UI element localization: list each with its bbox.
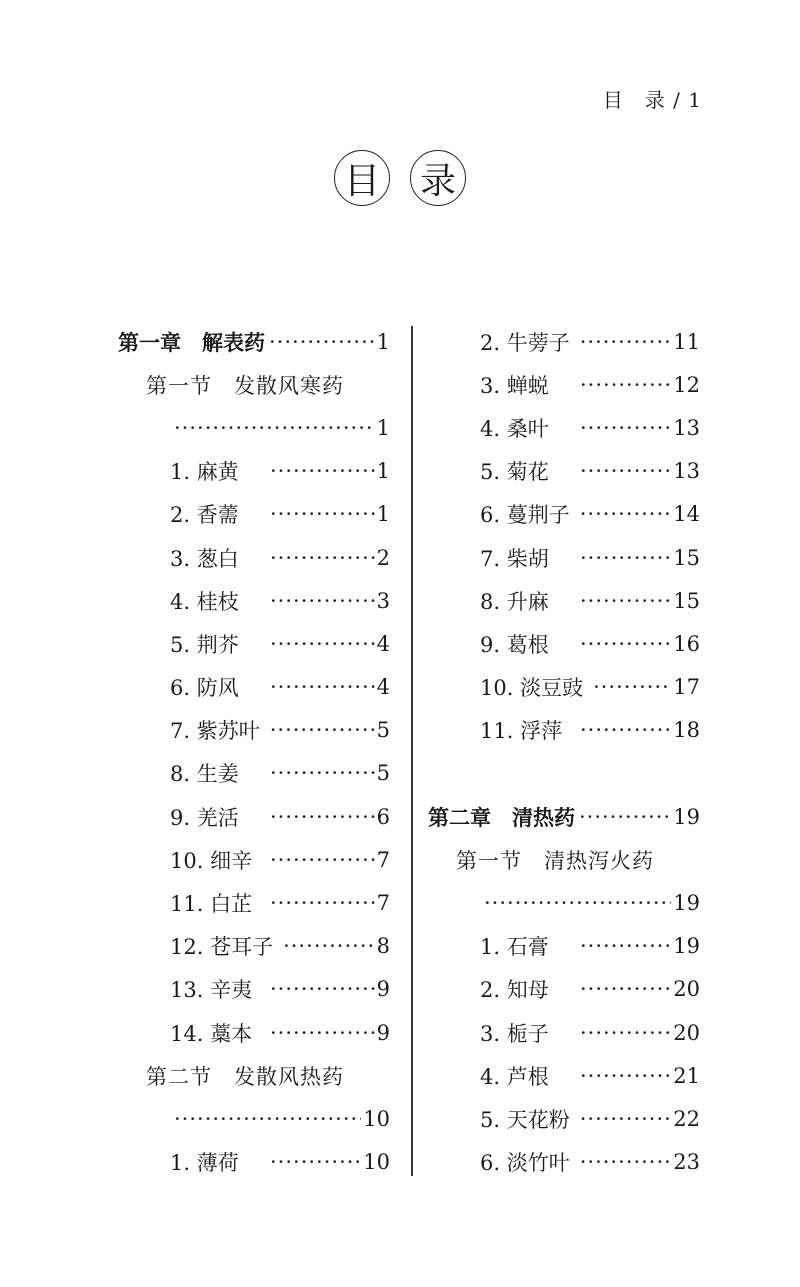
toc-page-number: 1 [376,459,390,484]
dot-leader [270,632,375,656]
column-divider [411,326,413,1176]
dot-leader [580,1021,671,1045]
dot-leader [269,330,375,354]
toc-entry-label: 5. 天花粉 [480,1107,570,1132]
dot-leader [270,502,375,526]
toc-entry-label: 12. 苍耳子 [170,935,274,960]
toc-page-number: 18 [673,718,700,743]
toc-entry-label: 8. 生姜 [170,762,239,787]
dot-leader [270,891,375,915]
toc-entry-label: 10. 细辛 [170,848,253,873]
dot-leader [580,1150,672,1174]
toc-entry-label: 6. 防风 [170,676,239,701]
dot-leader [580,416,671,440]
toc-page-number: 19 [673,891,700,916]
toc-item-row [118,968,390,1011]
toc-entry-label: 3. 葱白 [170,546,239,571]
toc-entry-label: 2. 牛蒡子 [480,330,570,355]
toc-item-row [428,1097,700,1140]
dot-leader [580,330,672,354]
dot-leader [174,1107,361,1131]
toc-item-row [118,752,390,795]
dot-leader [579,805,671,829]
toc-entry-label: 8. 升麻 [480,589,549,614]
toc-page-number: 8 [376,934,390,959]
toc-page-number: 1 [376,415,390,440]
toc-item-row [428,406,700,449]
toc-page-number: 9 [376,977,390,1002]
dot-leader [270,459,375,483]
toc-item-row [118,709,390,752]
page-title [0,150,800,206]
toc-entry-label: 第二章 清热药 [428,805,575,830]
toc-entry-label: 11. 白芷 [170,892,253,917]
toc-entry-label: 9. 葛根 [480,632,549,657]
dot-leader [484,891,671,915]
toc-entry-label: 1. 薄荷 [170,1151,239,1176]
toc-item-row [428,1054,700,1097]
toc-page-number: 11 [673,329,700,354]
toc-entry-label: 6. 淡竹叶 [480,1151,570,1176]
toc-page-number: 15 [673,545,700,570]
toc-entry-label: 13. 辛夷 [170,978,253,1003]
toc-item-row [428,622,700,665]
dot-leader [580,546,671,570]
dot-leader [580,502,672,526]
toc-page-number: 16 [673,631,700,656]
toc-page-number: 22 [673,1106,700,1131]
dot-leader [580,632,671,656]
dot-leader [580,934,671,958]
dot-leader [580,459,671,483]
toc-page-number: 15 [673,588,700,613]
dot-leader [580,1064,671,1088]
toc-item-row [428,536,700,579]
toc-item-row [118,795,390,838]
dot-leader [270,848,375,872]
toc-chapter-row [428,795,700,838]
toc-entry-label: 2. 知母 [480,978,549,1003]
dot-leader [580,589,671,613]
toc-item-row [118,925,390,968]
toc-entry-label: 3. 栀子 [480,1021,549,1046]
toc-section-row [118,363,390,406]
toc-page-number: 13 [673,415,700,440]
toc-page-number: 5 [376,761,390,786]
toc-entry-label: 14. 藁本 [170,1021,253,1046]
toc-entry-label: 7. 紫苏叶 [170,719,260,744]
toc-item-row [118,579,390,622]
toc-item-row [428,450,700,493]
dot-leader [270,761,375,785]
toc-entry-label: 4. 桂枝 [170,589,239,614]
toc-page-number: 1 [376,329,390,354]
toc-entry-label: 9. 羌活 [170,805,239,830]
dot-leader [270,718,375,742]
toc-entry-label: 第一节 发散风寒药 [146,373,344,398]
toc-page-number: 13 [673,459,700,484]
dot-leader [270,546,375,570]
toc-entry-label: 1. 石膏 [480,935,549,960]
toc-section-row [428,838,700,881]
dot-leader [270,675,375,699]
toc-page-number: 20 [673,977,700,1002]
dot-leader [580,1107,672,1131]
toc-item-row [118,881,390,924]
toc-item-row [428,968,700,1011]
toc-item-row [428,493,700,536]
title-char-1: 目 [334,150,390,206]
dot-leader [270,805,375,829]
toc-entry-label: 2. 香薷 [170,503,239,528]
toc-entry-label: 第二节 发散风热药 [146,1064,344,1089]
toc-page-number: 17 [673,675,700,700]
dot-leader [593,675,671,699]
toc-page-number: 21 [673,1063,700,1088]
toc-item-row [428,1011,700,1054]
toc-page-number: 6 [376,804,390,829]
toc-item-row [428,320,700,363]
toc-entry-label: 4. 芦根 [480,1064,549,1089]
toc-item-row [428,363,700,406]
toc-item-row [118,622,390,665]
toc-item-row [428,666,700,709]
toc-item-row [118,666,390,709]
dot-leader [270,977,375,1001]
toc-right-column [428,320,700,1184]
toc-page-number: 5 [376,718,390,743]
toc-page-number: 10 [363,1150,390,1175]
toc-entry-label: 5. 菊花 [480,460,549,485]
dot-leader [270,589,375,613]
toc-page-number: 7 [376,847,390,872]
toc-entry-label: 11. 浮萍 [480,719,563,744]
toc-item-row [118,536,390,579]
toc-page-number: 4 [376,675,390,700]
title-char-2: 录 [410,150,466,206]
dot-leader [270,1150,361,1174]
toc-entry-label: 1. 麻黄 [170,460,239,485]
toc-page-number: 1 [376,502,390,527]
dot-leader [174,416,375,440]
toc-entry-label: 4. 桑叶 [480,416,549,441]
toc-item-row [118,1011,390,1054]
toc-dotsonly-row [428,881,700,924]
toc-item-row [118,838,390,881]
toc-entry-label: 10. 淡豆豉 [480,676,584,701]
toc-entry-label: 第一节 清热泻火药 [456,848,654,873]
toc-item-row [428,709,700,752]
toc-page-number: 12 [673,372,700,397]
toc-page-number: 23 [673,1150,700,1175]
toc-page-number: 19 [673,804,700,829]
toc-item-row [118,1141,390,1184]
toc-page-number: 19 [673,934,700,959]
toc-page-number: 10 [363,1106,390,1131]
toc-page-number: 2 [376,545,390,570]
toc-entry-label: 6. 蔓荆子 [480,503,570,528]
toc-dotsonly-row [118,1097,390,1140]
dot-leader [580,373,671,397]
toc-chapter-row [118,320,390,363]
toc-page-number: 14 [673,502,700,527]
dot-leader [270,1021,375,1045]
toc-item-row [428,579,700,622]
toc-left-column [118,320,390,1184]
dot-leader [580,977,671,1001]
toc-entry-label: 第一章 解表药 [118,330,265,355]
dot-leader [580,718,671,742]
toc-dotsonly-row [118,406,390,449]
toc-entry-label: 7. 柴胡 [480,546,549,571]
toc-entry-label: 5. 荆芥 [170,632,239,657]
toc-item-row [118,450,390,493]
toc-item-row [428,925,700,968]
toc-spacer [428,752,700,795]
toc-item-row [428,1141,700,1184]
running-head: 目 录 / 1 [602,88,702,112]
toc-page-number: 3 [376,588,390,613]
toc-page-number: 9 [376,1020,390,1045]
toc-entry-label: 3. 蝉蜕 [480,373,549,398]
toc-page-number: 7 [376,891,390,916]
toc-section-row [118,1054,390,1097]
dot-leader [283,934,375,958]
toc-page-number: 20 [673,1020,700,1045]
toc-item-row [118,493,390,536]
toc-page-number: 4 [376,631,390,656]
